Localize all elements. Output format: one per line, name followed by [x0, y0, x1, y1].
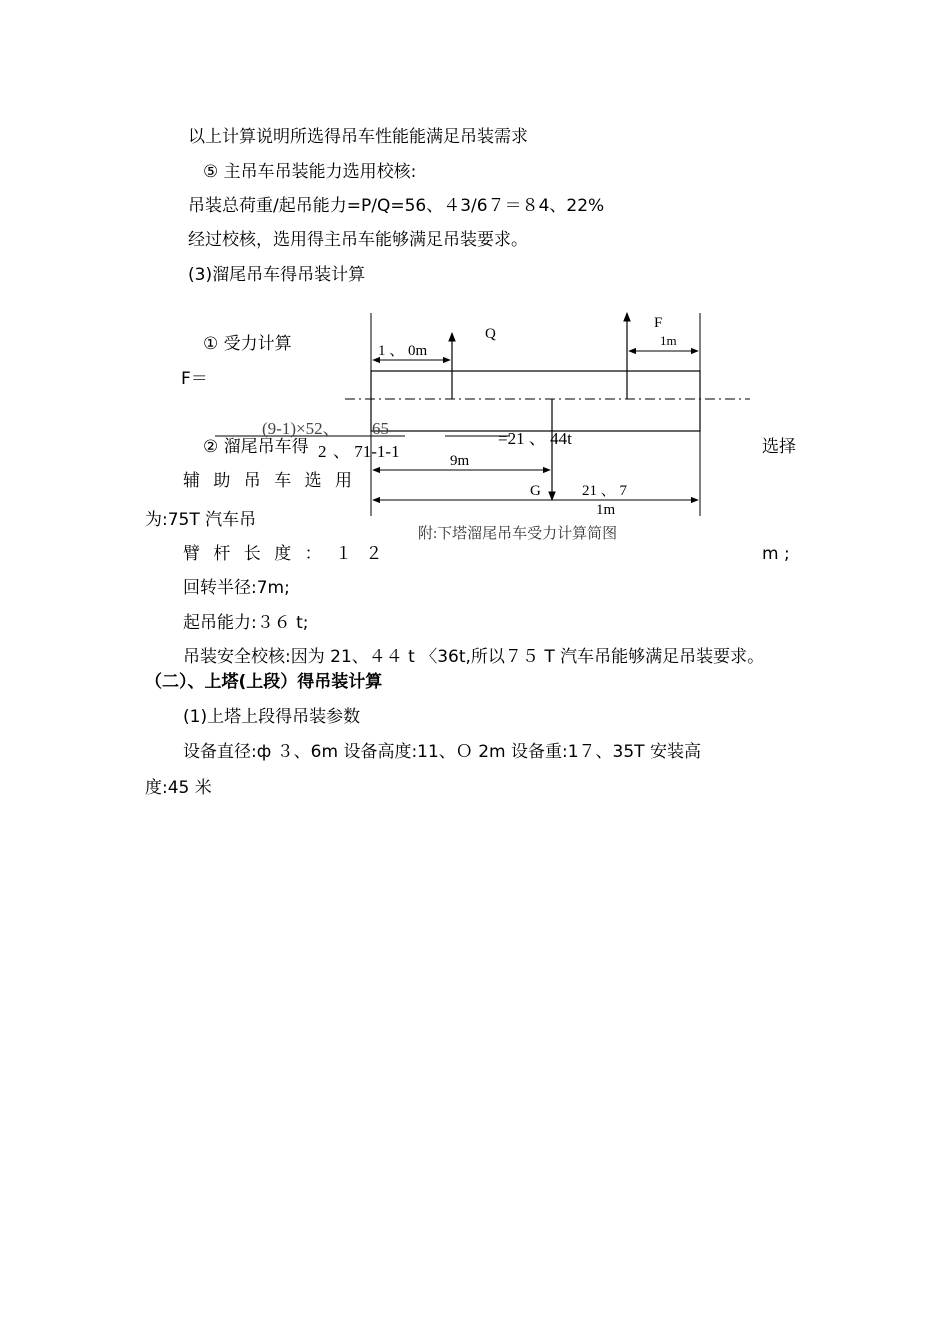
line-tail-crane-select-a: ② 溜尾吊车得 — [203, 437, 309, 457]
dim-label-1-0m: 1 、 0m — [378, 343, 428, 359]
formula-denominator: 2 — [318, 442, 327, 461]
formula-numerator-tail: 65 — [372, 419, 389, 438]
line-safety-check: 吊装安全校核:因为 21、４４ t 〈36t,所以７５ T 汽车吊能够满足吊装要求。 — [183, 647, 765, 667]
line-check-result: 经过校核，选用得主吊车能够满足吊装要求。 — [188, 230, 528, 250]
formula-result: =21 、 44t — [498, 429, 572, 448]
label-g: G — [530, 483, 541, 499]
line-load-ratio: 吊装总荷重/起吊能力=P/Q=56、４3/6７＝８4、22% — [188, 196, 605, 216]
dim-label-1m-top: 1m — [660, 333, 677, 348]
formula-numerator: (9-1)×52、 — [262, 419, 340, 438]
dim-label-21-7: 21 、 7 — [582, 483, 628, 499]
label-f: F — [654, 315, 663, 331]
line-aux-crane: 辅 助 吊 车 选 用 — [183, 471, 357, 491]
dim-label-1m-bottom: 1m — [596, 502, 616, 518]
line-upper-params-heading: (1)上塔上段得吊装参数 — [183, 707, 361, 727]
formula-lower: 、 71-1-1 — [333, 442, 400, 461]
line-upper-params: 设备直径:ф ３、6m 设备高度:11、Ｏ 2m 设备重:1７、35T 安装高 — [183, 742, 701, 762]
line-conclusion: 以上计算说明所选得吊车性能能满足吊装需求 — [188, 127, 528, 147]
vessel-body — [371, 371, 700, 431]
line-f-equals: F＝ — [181, 369, 208, 389]
line-tail-crane-select-b: 选择 — [762, 437, 796, 457]
line-force-calc: ① 受力计算 — [203, 334, 292, 354]
line-install-height: 度:45 米 — [145, 778, 212, 798]
section-heading-upper-tower: （二）、上塔(上段）得吊装计算 — [145, 672, 383, 692]
line-boom-length-a: 臂 杆 长 度 ： １ ２ — [183, 544, 387, 564]
line-capacity: 起吊能力:３６ t; — [183, 613, 309, 633]
line-main-crane-check-heading: ⑤ 主吊车吊装能力选用校核: — [203, 162, 417, 182]
line-75t-crane: 为:75T 汽车吊 — [145, 510, 257, 530]
line-boom-length-b: m ; — [762, 544, 790, 564]
line-tail-crane-heading: (3)溜尾吊车得吊装计算 — [188, 265, 366, 285]
line-radius: 回转半径:7m; — [183, 578, 290, 598]
dim-label-9m: 9m — [450, 453, 470, 469]
label-q: Q — [485, 326, 496, 342]
diagram-caption: 附:下塔溜尾吊车受力计算简图 — [418, 526, 618, 542]
